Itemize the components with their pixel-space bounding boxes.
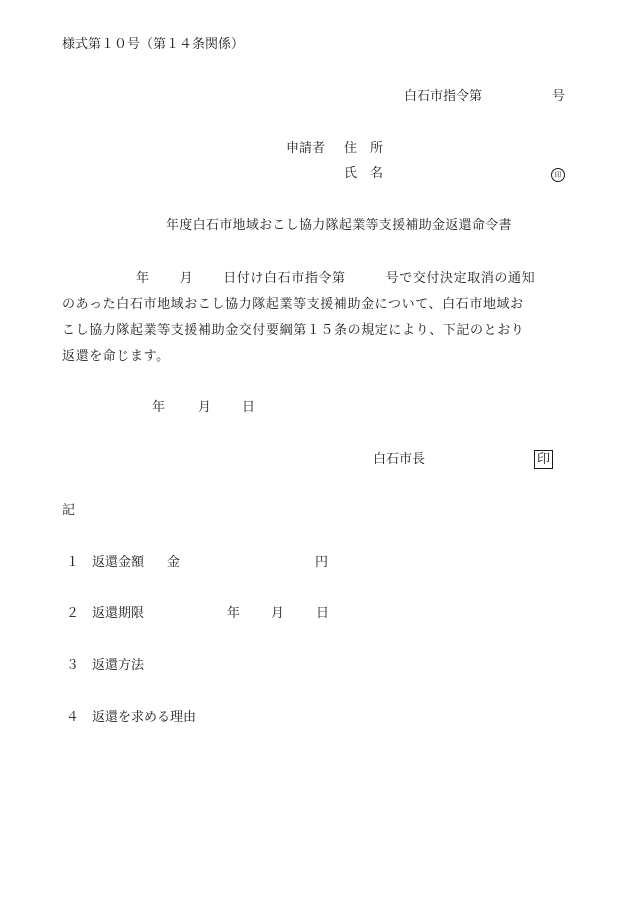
item-3-number: ３: [66, 658, 80, 673]
body-line-2: のあった白石市地域おこし協力隊起業等支援補助金について、白石市地域お: [62, 297, 524, 312]
doc-number-prefix: 白石市指令第: [404, 89, 483, 104]
item-1-number: １: [66, 555, 80, 570]
item-2-year: 年: [227, 606, 241, 621]
seal-circle: 印: [551, 168, 565, 182]
item-1-label: 返還金額: [92, 555, 145, 570]
item-2-day: 日: [316, 606, 330, 621]
body-line-1: [62, 266, 572, 292]
seal-box: 印: [534, 450, 553, 469]
item-3-label: 返還方法: [92, 658, 145, 673]
item-2-month: 月: [271, 606, 285, 621]
body-paragraph: [62, 266, 572, 370]
body-line1-tail: 号で交付決定取消の通知: [385, 271, 536, 286]
name-label: 氏 名: [344, 166, 384, 181]
form-number: 様式第１０号（第１４条関係）: [62, 37, 245, 52]
item-1-yen: 円: [315, 555, 329, 570]
issue-day: 日: [242, 400, 256, 415]
issue-year: 年: [152, 400, 166, 415]
item-2-number: ２: [66, 606, 80, 621]
body-month: 月: [179, 271, 194, 286]
address-label: 住 所: [344, 141, 384, 156]
applicant-seal-mark: [551, 165, 565, 183]
body-line-4: 返還を命じます。: [62, 349, 170, 364]
ki-label: 記: [62, 503, 76, 518]
body-line-3: こし協力隊起業等支援補助金交付要綱第１５条の規定により、下記のとおり: [62, 323, 525, 338]
item-2-label: 返還期限: [92, 606, 145, 621]
item-4-number: ４: [66, 710, 80, 725]
item-1-kin: 金: [167, 555, 181, 570]
doc-number-suffix: 号: [552, 89, 566, 104]
applicant-label: 申請者: [286, 141, 326, 156]
issuer-title: 白石市長: [373, 452, 426, 467]
body-day-ref: 日付け白石市指令第: [223, 271, 346, 286]
item-4-label: 返還を求める理由: [92, 710, 197, 725]
document-title: 年度白石市地域おこし協力隊起業等支援補助金返還命令書: [166, 218, 512, 233]
issuer-seal: [534, 450, 553, 469]
issue-month: 月: [198, 400, 212, 415]
body-year: 年: [136, 271, 150, 286]
